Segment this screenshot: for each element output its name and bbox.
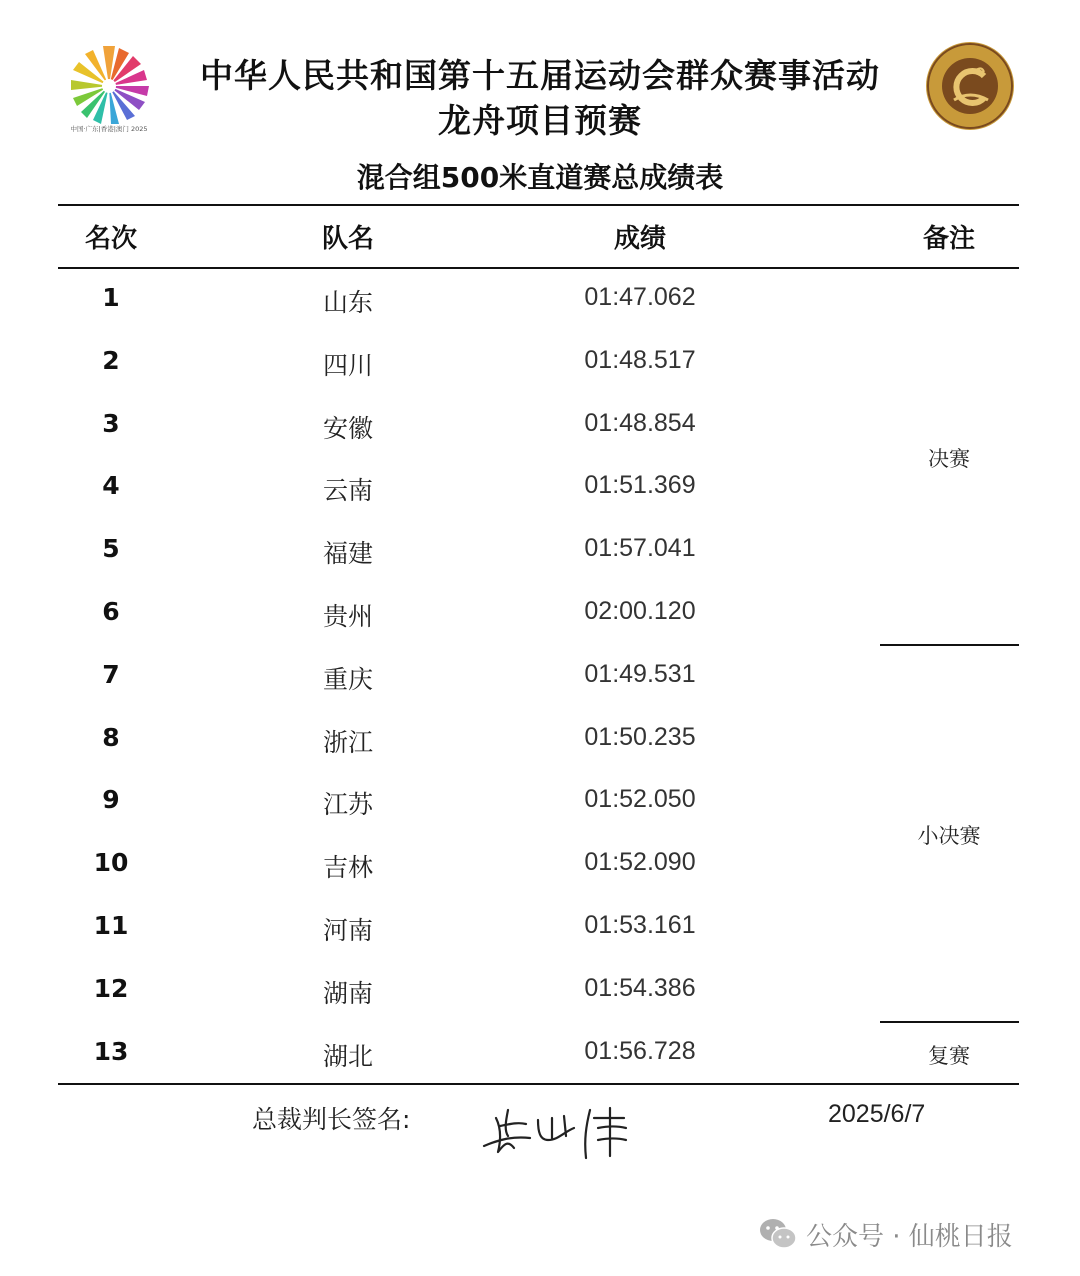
- rank-cell: 9: [102, 785, 120, 815]
- table-row: [0, 332, 1080, 394]
- team-cell: 湖南: [322, 978, 374, 1008]
- team-cell: 江苏: [322, 790, 374, 820]
- rank-cell: 7: [102, 659, 120, 689]
- team-cell: 河南: [322, 916, 374, 945]
- time-cell: 02:00.120: [584, 597, 696, 625]
- signature-date: 2025/6/7: [828, 1100, 926, 1128]
- time-cell: 01:47.062: [584, 283, 696, 311]
- rank-cell: 1: [102, 283, 120, 312]
- column-header-remarks: 备注: [922, 224, 976, 254]
- table-row: [0, 646, 1080, 708]
- time-cell: 01:49.531: [584, 659, 696, 688]
- table-row: [0, 395, 1080, 457]
- chief-referee-signature-label: 总裁判长签名:: [252, 1105, 411, 1134]
- time-cell: 01:53.161: [584, 911, 696, 939]
- team-cell: 贵州: [322, 602, 374, 631]
- table-row: [0, 269, 1080, 331]
- document-title: 中华人民共和国第十五届运动会群众赛事活动: [200, 56, 880, 95]
- wechat-watermark: [758, 1214, 1013, 1254]
- time-cell: 01:56.728: [584, 1036, 696, 1065]
- time-cell: 01:50.235: [584, 722, 696, 751]
- rank-cell: 4: [102, 471, 120, 501]
- team-cell: 云南: [322, 476, 374, 506]
- rank-cell: 2: [102, 345, 120, 375]
- remarks-separator-2: [880, 1021, 1019, 1023]
- watermark-text: 公众号 · 仙桃日报: [806, 1221, 1013, 1252]
- team-cell: 湖北: [322, 1041, 374, 1071]
- remarks-separator-1: [880, 644, 1019, 646]
- rank-cell: 5: [102, 534, 120, 564]
- table-top-rule: [58, 204, 1019, 206]
- team-cell: 福建: [322, 539, 374, 569]
- rank-cell: 8: [102, 722, 120, 752]
- remark-minor-final: 小决赛: [917, 824, 981, 848]
- time-cell: 01:48.854: [584, 408, 696, 437]
- games-logo-text: 中国·广东|香港|澳门 2025: [70, 125, 148, 133]
- time-cell: 01:52.050: [584, 785, 696, 814]
- rank-cell: 13: [93, 1036, 129, 1066]
- document-title-event: 龙舟项目预赛: [438, 101, 642, 140]
- handwritten-signature: [478, 1096, 638, 1166]
- remark-final: 决赛: [928, 447, 970, 471]
- wechat-icon: [758, 1216, 798, 1252]
- table-bottom-rule: [58, 1083, 1019, 1085]
- team-cell: 浙江: [322, 727, 374, 757]
- column-header-rank: 名次: [84, 224, 138, 254]
- time-cell: 01:52.090: [584, 848, 696, 877]
- team-cell: 重庆: [322, 664, 374, 694]
- table-row: [0, 457, 1080, 519]
- table-row: [0, 520, 1080, 582]
- rank-cell: 11: [93, 911, 129, 940]
- remark-repechage: 复赛: [928, 1044, 970, 1068]
- time-cell: 01:54.386: [584, 973, 696, 1002]
- time-cell: 01:51.369: [584, 471, 696, 500]
- column-header-team: 队名: [321, 224, 375, 254]
- rank-cell: 6: [102, 597, 120, 626]
- team-cell: 四川: [322, 350, 374, 380]
- rank-cell: 12: [93, 973, 129, 1003]
- column-header-time: 成绩: [613, 224, 667, 254]
- time-cell: 01:48.517: [584, 345, 696, 374]
- table-row: [0, 960, 1080, 1022]
- rank-cell: 10: [93, 848, 129, 878]
- table-row: [0, 897, 1080, 959]
- table-row: [0, 1023, 1080, 1085]
- document-subtitle: 混合组500米直道赛总成绩表: [356, 161, 724, 194]
- team-cell: 安徽: [322, 413, 374, 443]
- table-row: [0, 583, 1080, 645]
- rank-cell: 3: [102, 408, 120, 438]
- table-row: [0, 709, 1080, 771]
- time-cell: 01:57.041: [584, 534, 696, 563]
- team-cell: 山东: [322, 288, 374, 317]
- team-cell: 吉林: [322, 853, 374, 883]
